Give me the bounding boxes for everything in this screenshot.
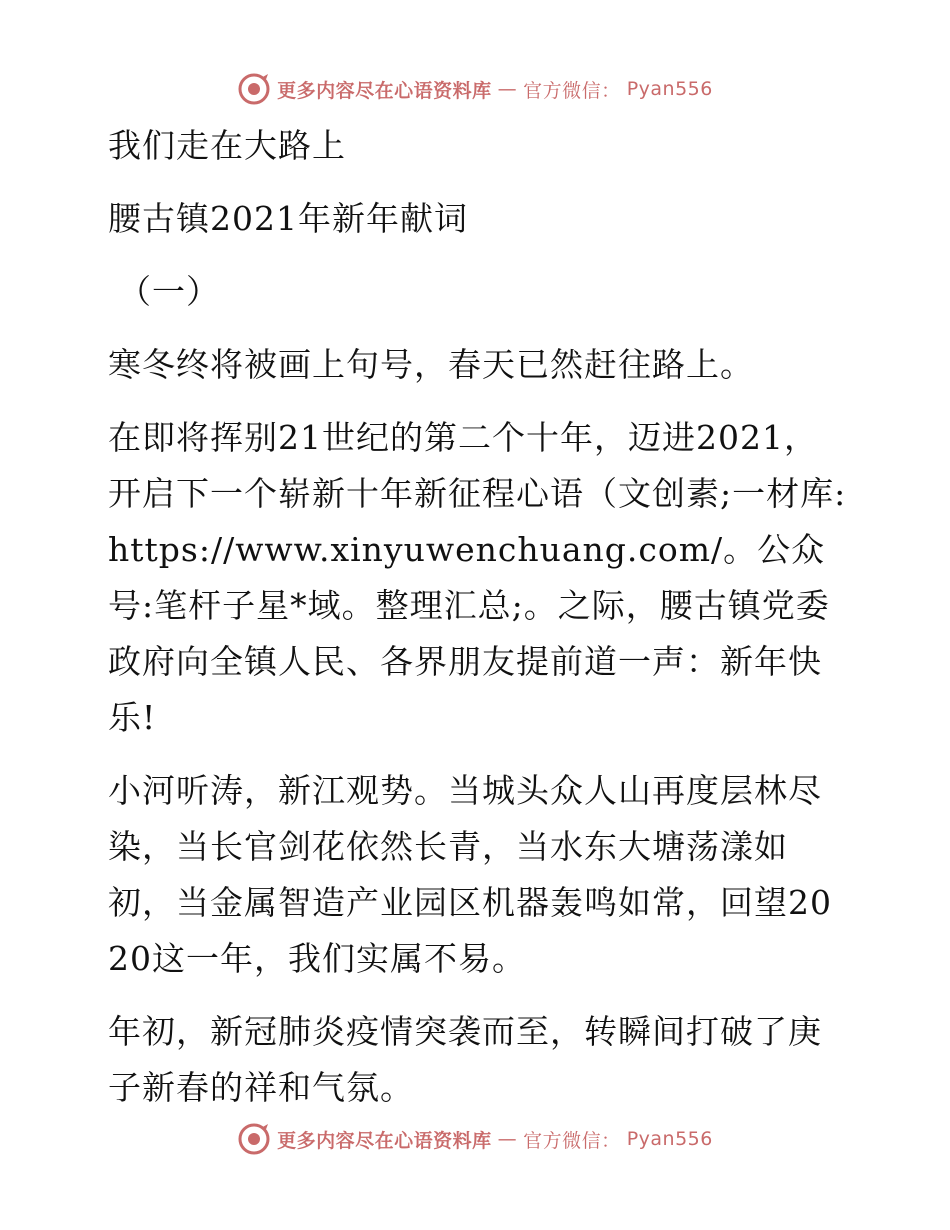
paragraph: 在即将挥别21世纪的第二个十年，迈进2021，开启下一个崭新十年新征程心语（文创素;一材库:https://www.xinyuwenchuang.com/。公众号:笔杆子星*域。整理汇总;。之际，腰古镇党委政府向全镇人民、各界朋友提前道一声：新年快乐! bbox=[108, 418, 847, 737]
banner-dash: — bbox=[497, 1128, 518, 1150]
footer-watermark-banner bbox=[0, 1122, 950, 1156]
document-subtitle: 腰古镇2021年新年献词 bbox=[108, 199, 468, 238]
banner-wechat-id: Pyan556 bbox=[626, 78, 713, 100]
brand-logo-icon bbox=[237, 1122, 271, 1156]
section-number: （一） bbox=[118, 272, 220, 311]
brand-logo-icon bbox=[237, 72, 271, 106]
document-title: 我们走在大路上 bbox=[108, 126, 346, 165]
paragraph: 寒冬终将被画上句号，春天已然赶往路上。 bbox=[108, 345, 754, 384]
banner-main-text: 更多内容尽在心语资料库 bbox=[277, 1129, 492, 1152]
paragraph: 年初，新冠肺炎疫情突袭而至，转瞬间打破了庚子新春的祥和气氛。 bbox=[108, 1012, 822, 1107]
banner-wechat-label: 官方微信： bbox=[523, 1129, 621, 1152]
banner-wechat-id: Pyan556 bbox=[626, 1128, 713, 1150]
banner-dash: — bbox=[497, 78, 518, 100]
document-body bbox=[98, 118, 850, 1133]
header-watermark-banner bbox=[0, 72, 950, 106]
banner-main-text: 更多内容尽在心语资料库 bbox=[277, 79, 492, 102]
banner-wechat-label: 官方微信： bbox=[523, 79, 621, 102]
paragraph: 小河听涛，新江观势。当城头众人山再度层林尽染，当长官剑花依然长青，当水东大塘荡漾如初，当金属智造产业园区机器轰鸣如常，回望2020这一年，我们实属不易。 bbox=[108, 771, 832, 978]
